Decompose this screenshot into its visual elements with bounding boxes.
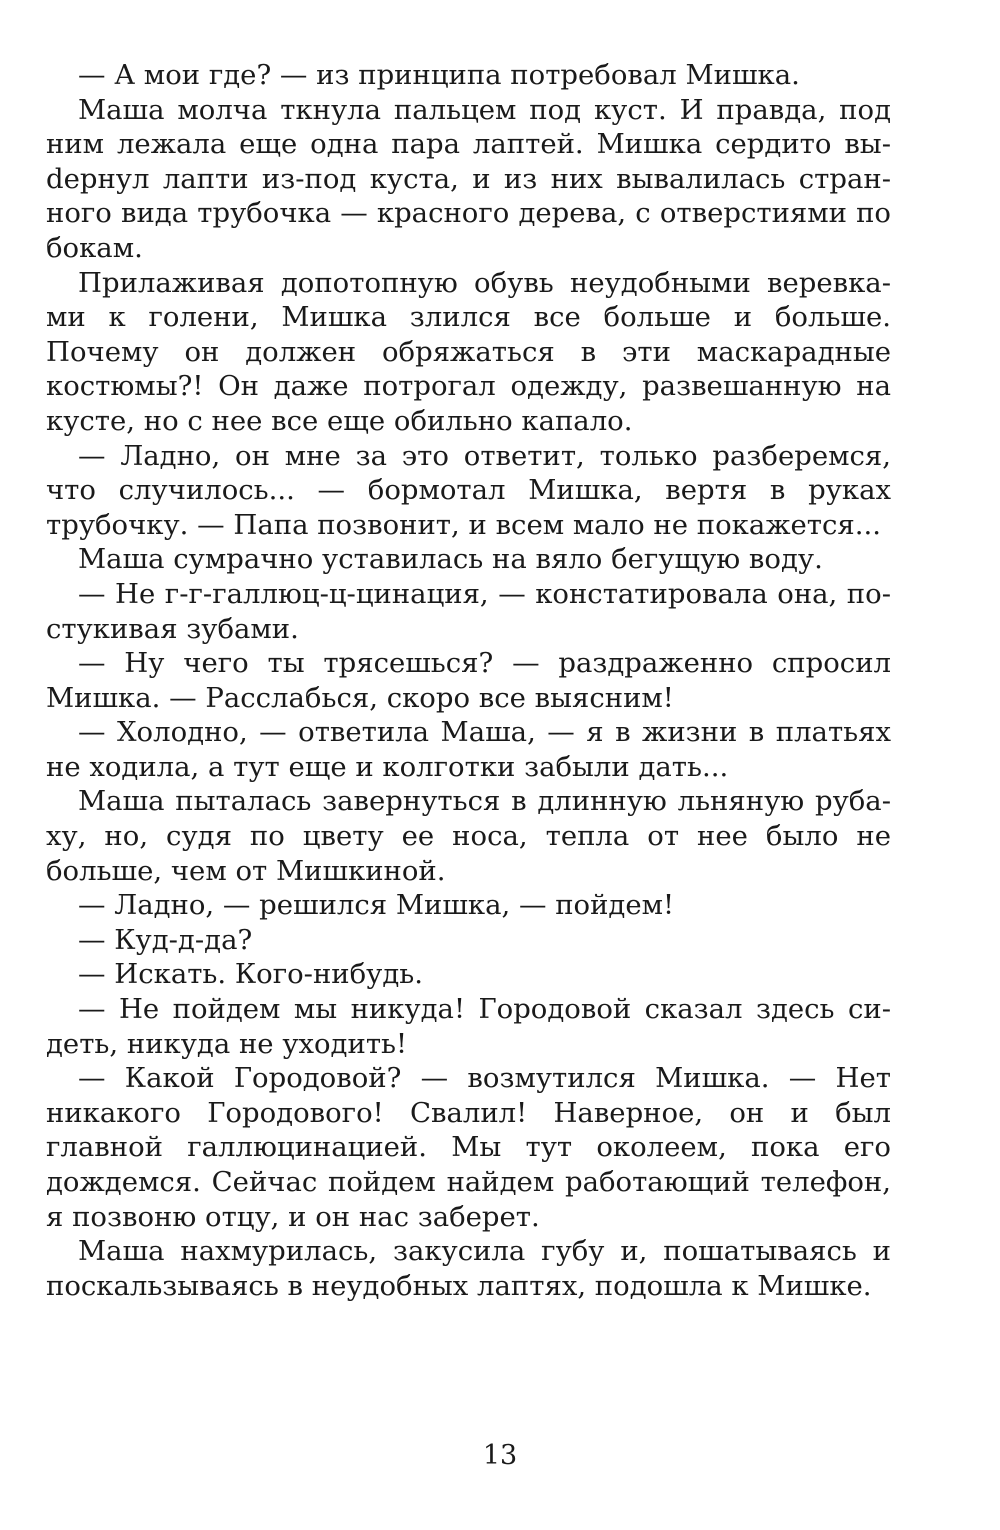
paragraph: — Куд-д-да? xyxy=(78,923,253,956)
paragraph: — Ладно, — решился Мишка, — пойдем! xyxy=(78,889,675,922)
paragraph: Прилаживая допотопную обувь неудобными веревками к голени, Мишка злился все больше и больше. Почему он должен обряжаться в эти маскарадные костюмы?! Он даже потрогал одежду, развешанную на кусте, но с нее все еще обильно капало. xyxy=(46,266,891,437)
paragraph: Маша сумрачно уставилась на вяло бегущую воду. xyxy=(78,543,823,576)
paragraph: — Не г-г-галлюц-ц-цинация, — констатировала она, постукивая зубами. xyxy=(46,577,891,645)
paragraph: — Не пойдем мы никуда! Городовой сказал здесь сидеть, никуда не уходить! xyxy=(46,993,891,1060)
paragraph: — Холодно, — ответила Маша, — я в жизни в платьях не ходила, а тут еще и колготки забыли дать... xyxy=(46,716,891,783)
paragraph: Маша нахмурилась, закусила губу и, пошатываясь и поскальзываясь в неудобных лаптях, подошла к Мишке. xyxy=(46,1235,891,1302)
paragraph: — Ладно, он мне за это ответит, только разберемся, что случилось... — бормотал Мишка, вертя в руках трубочку. — Папа позвонит, и всем мало не покажется... xyxy=(46,439,891,541)
paragraph: — Какой Городовой? — возмутился Мишка. — Нет никакого Городового! Свалил! Наверное, он и был главной галлюцинацией. Мы тут околеем, пока его дождемся. Сейчас пойдем найдем работающий телефон, я позвоню отцу, и он нас заберет. xyxy=(46,1062,891,1233)
paragraph: Маша молча ткнула пальцем под куст. И правда, под ним лежала еще одна пара лаптей. Мишка сердито выdернул лапти из-под куста, и из них вывалилась странного вида трубочка — красного дерева, с отверстиями по бокам. xyxy=(46,93,891,264)
page-number: 13 xyxy=(482,1440,518,1471)
page-text xyxy=(46,58,891,1303)
paragraph: — Ну чего ты трясешься? — раздраженно спросил Мишка. — Расслабься, скоро все выясним! xyxy=(46,647,891,714)
paragraph: Маша пыталась завернуться в длинную льняную рубаху, но, судя по цвету ее носа, тепла от нее было не больше, чем от Мишкиной. xyxy=(46,785,891,887)
paragraph: — Искать. Кого-нибудь. xyxy=(78,958,424,991)
paragraph: — А мои где? — из принципа потребовал Мишка. xyxy=(78,59,800,91)
